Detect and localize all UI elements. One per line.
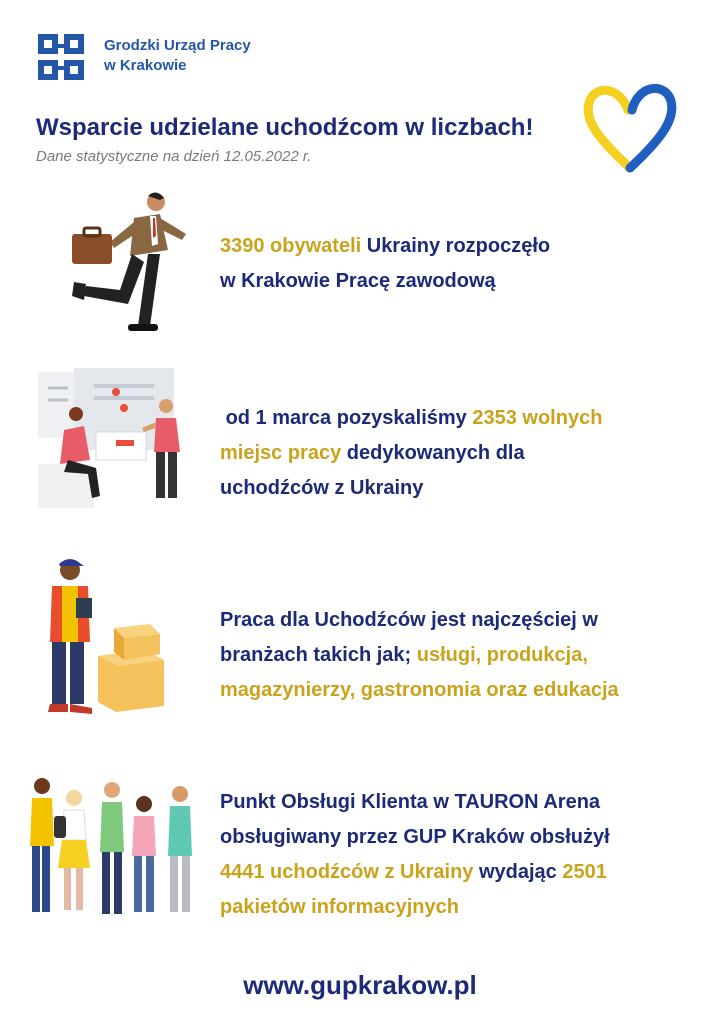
running-businessman-illustration [64,190,194,335]
stat-industries-line-1: Praca dla Uchodźców jest najczęściej w [220,609,598,631]
stat-job-offers-text: od 1 marca pozyskaliśmy [225,407,473,429]
stat-industries [220,603,619,708]
stat-tauron-line-1: Punkt Obsługi Klienta w TAURON Arena [220,791,601,813]
stat-job-offers-line-3: uchodźców z Ukrainy [220,477,424,499]
stat-job-offers-highlight-2: miejsc pracy [220,442,342,464]
stat-tauron-arena [220,785,610,925]
stat-job-offers-text-2: dedykowanych dla [341,442,525,464]
stat-employment-text: Ukrainy rozpoczęło [361,235,551,257]
logo-text [104,36,251,76]
job-board-illustration [34,368,194,513]
queue-of-people-illustration [24,776,204,921]
stat-tauron-line-2: obsługiwany przez GUP Kraków obsłużył [220,826,610,848]
stat-employment [220,229,550,299]
stat-employment-highlight: 3390 obywateli [220,235,362,257]
stat-industries-text: branżach takich jak; [220,644,417,666]
website-link[interactable]: www.gupkrakow.pl [243,970,477,1000]
stat-tauron-text: wydając [473,861,563,883]
stat-industries-highlight: usługi, produkcja, [416,644,588,666]
delivery-worker-illustration [40,556,180,721]
stat-job-offers [220,401,602,506]
stat-industries-highlight-2: magazynierzy, gastronomia oraz edukacja [220,679,619,701]
page-subtitle: Dane statystyczne na dzień 12.05.2022 r. [36,148,312,165]
logo-line-1: Grodzki Urząd Pracy [104,37,251,54]
stat-job-offers-highlight: 2353 wolnych [472,407,603,429]
stat-employment-line-2: w Krakowie Pracę zawodową [220,270,496,292]
logo-line-2: w Krakowie [104,57,187,74]
ukraine-heart-icon [580,80,680,175]
stat-tauron-highlight-2: 2501 [562,861,607,883]
page-title: Wsparcie udzielane uchodźcom w liczbach! [36,114,534,141]
stat-tauron-line-4: pakietów informacyjnych [220,896,459,918]
stat-tauron-highlight: 4441 uchodźców z Ukrainy [220,861,474,883]
gup-logo-icon [38,34,84,80]
